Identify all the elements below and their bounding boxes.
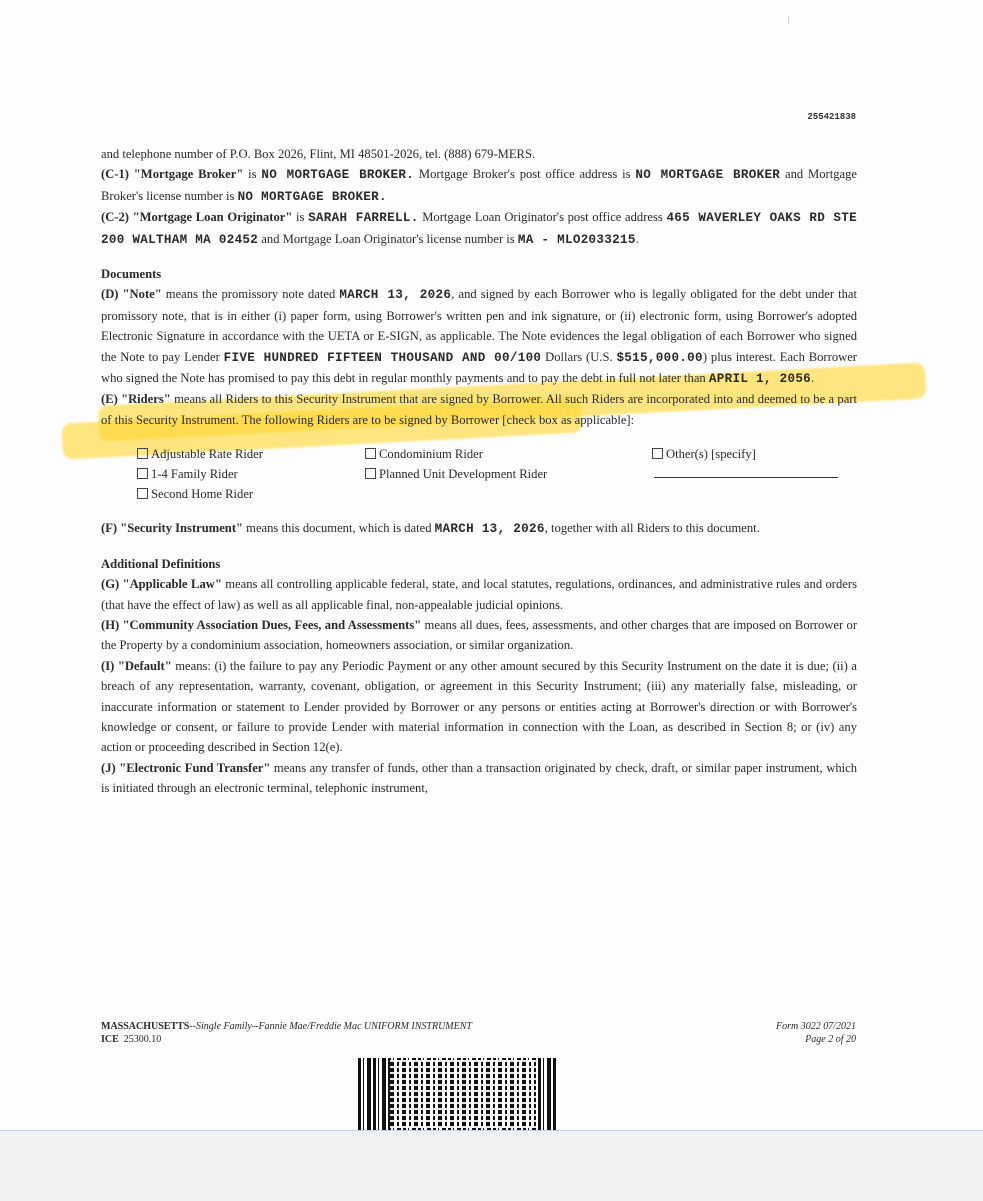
definition-h-association-dues: (H) "Community Association Dues, Fees, and Assessments" means all dues, fees, assessments, and other charges that are imposed on Borrower or the Property by a condominium association, homeowners association, or similar organization. [101, 617, 858, 653]
other-specify-line [654, 477, 838, 478]
document-body [101, 144, 857, 799]
definition-label: (G) "Applicable Law" [101, 577, 222, 592]
instrument-date: MARCH 13, 2026 [434, 522, 545, 537]
broker-address: NO MORTGAGE BROKER [635, 168, 781, 183]
originator-address: 465 WAVERLEY OAKS RD STE 200 WALTHAM MA 02452 [101, 211, 857, 247]
form-number: Form 3022 07/2021 [776, 1021, 856, 1032]
riders-checklist [101, 444, 857, 508]
definition-g-applicable-law: (G) "Applicable Law" means all controlling applicable federal, state, and local statutes, regulations, ordinances, and administrative rules and orders (that have the effect of law) as well as all applicable final, non-appealable judicial opinions. [101, 577, 857, 612]
rider-1-4-family[interactable]: 1-4 Family Rider [137, 464, 238, 484]
form-footer-left [101, 1020, 472, 1046]
definition-label: (J) "Electronic Fund Transfer" [101, 760, 271, 775]
definition-f-security-instrument: (F) "Security Instrument" means this document, which is dated MARCH 13, 2026, together with all Riders to this document. [101, 521, 760, 537]
definition-c1: (C-1) "Mortgage Broker" is NO MORTGAGE BROKER. Mortgage Broker's post office address is NO MORTGAGE BROKER and Mortgage Broker's license number is NO MORTGAGE BROKER. [101, 167, 857, 204]
rider-second-home[interactable]: Second Home Rider [137, 484, 253, 504]
definition-j-eft: (J) "Electronic Fund Transfer" means any transfer of funds, other than a transaction originated by check, draft, or similar paper instrument, which is initiated through an electronic terminal, telephonic instrument, [101, 760, 858, 796]
barcode-image [358, 1058, 558, 1130]
loan-amount-words: FIVE HUNDRED FIFTEEN THOUSAND AND 00/100 [223, 350, 542, 365]
definition-label: (F) "Security Instrument" [101, 521, 243, 536]
originator-name: SARAH FARRELL. [308, 211, 419, 226]
definition-label: (I) "Default" [101, 658, 172, 673]
checkbox-icon[interactable] [137, 448, 148, 459]
definition-label: (C-2) "Mortgage Loan Originator" [101, 210, 293, 225]
note-date: MARCH 13, 2026 [339, 288, 452, 303]
definition-label: (E) "Riders" [101, 392, 171, 407]
footer-state: MASSACHUSETTS [101, 1021, 190, 1032]
page-number: Page 2 of 20 [805, 1034, 856, 1045]
definition-i-default: (I) "Default" means: (i) the failure to pay any Periodic Payment or any other amount secured by this Security Instrument on the date it is due; (ii) a breach of any representation, warranty, covenant, obligation, or agreement in this Security Instrument; (iii) any materially false, misleading, or inaccurate information or statement to Lender provided by Borrower or any persons or entities acting at Borrower's direction or with Borrower's knowledge or consent, or failure to provide Lender with material information in connection with the Loan, as described in Section 8; or (iv) any action or proceeding described in Section 12(e). [101, 658, 858, 755]
section-heading-documents: Documents [101, 267, 162, 282]
loan-amount: $515,000.00 [616, 350, 703, 365]
scan-mark [788, 16, 789, 24]
footer-code-number: 25300.10 [123, 1034, 162, 1045]
definition-d-note: (D) "Note" means the promissory note dated MARCH 13, 2026, and signed by each Borrower who is legally obligated for the debt under that promissory note, that is in either (i) paper form, using Borrower's written pen and ink signature, or (ii) electronic form, using Borrower's adopted Electronic Signature in accordance with the UETA or E-SIGN, as applicable. The Note evidences the legal obligation of each Borrower who signed the Note to pay Lender FIVE HUNDRED FIFTEEN THOUSAND AND 00/100 Dollars (U.S. $515,000.00) plus interest. Each Borrower who signed the Note has promised to pay this debt in regular monthly payments and to pay the debt in full not later than APRIL 1, 2056. [101, 287, 857, 387]
footer-code: ICE [101, 1034, 119, 1045]
checkbox-icon[interactable] [652, 448, 663, 459]
definition-c2: (C-2) "Mortgage Loan Originator" is SARAH FARRELL. Mortgage Loan Originator's post office address 465 WAVERLEY OAKS RD STE 200 WALTHAM MA 02452 and Mortgage Loan Originator's license number is MA - MLO2033215. [101, 210, 857, 247]
broker-license: NO MORTGAGE BROKER. [237, 189, 387, 204]
checkbox-icon[interactable] [365, 468, 376, 479]
checkbox-icon[interactable] [137, 488, 148, 499]
mers-address-line: and telephone number of P.O. Box 2026, Flint, MI 48501-2026, tel. (888) 679-MERS. [101, 147, 536, 161]
originator-license: MA - MLO2033215 [517, 232, 636, 247]
form-footer-right [700, 1020, 856, 1046]
definition-e-riders: (E) "Riders" means all Riders to this Security Instrument that are signed by Borrower. All such Riders are incorporated into and deemed to be a part of this Security Instrument. The following Riders are to be signed by Borrower [check box as applicable]: [101, 392, 857, 427]
broker-name: NO MORTGAGE BROKER. [261, 168, 415, 183]
definition-label: (D) "Note" [101, 287, 162, 302]
rider-condominium[interactable]: Condominium Rider [365, 444, 483, 464]
checkbox-icon[interactable] [365, 448, 376, 459]
footer-description: --Single Family--Fannie Mae/Freddie Mac UNIFORM INSTRUMENT [189, 1021, 472, 1032]
checkbox-icon[interactable] [137, 468, 148, 479]
viewer-bottom-bar [0, 1130, 983, 1201]
rider-adjustable-rate[interactable]: Adjustable Rate Rider [137, 444, 263, 464]
maturity-date: APRIL 1, 2056 [708, 372, 812, 387]
document-number: 255421838 [807, 112, 856, 122]
rider-pud[interactable]: Planned Unit Development Rider [365, 464, 547, 484]
definition-label: (C-1) "Mortgage Broker" [101, 167, 244, 182]
definition-label: (H) "Community Association Dues, Fees, and Assessments" [101, 617, 422, 632]
rider-other[interactable]: Other(s) [specify] [652, 444, 756, 464]
section-heading-additional: Additional Definitions [101, 556, 221, 571]
